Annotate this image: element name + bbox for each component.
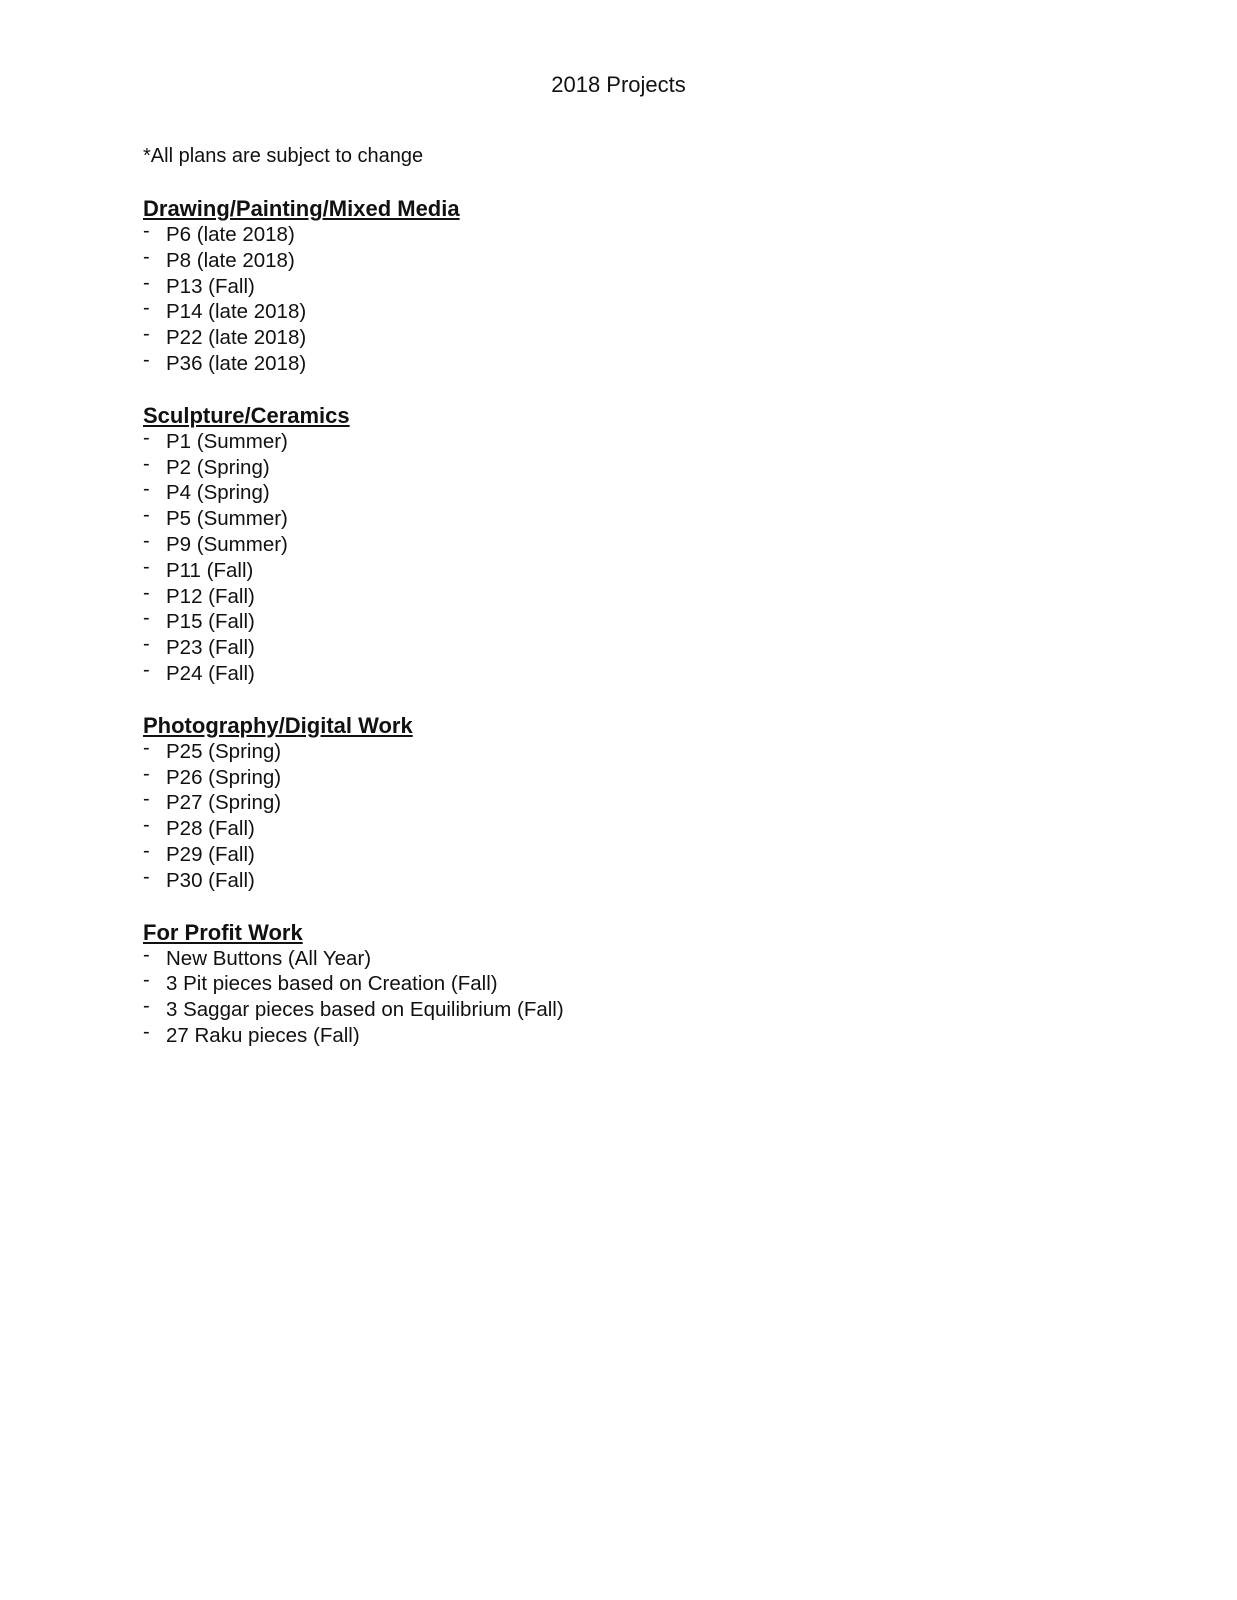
dash-bullet: - — [143, 839, 150, 862]
list-item-text: P26 (Spring) — [166, 765, 282, 789]
dash-bullet: - — [143, 995, 150, 1018]
list-item — [143, 865, 1043, 894]
list-item — [143, 480, 1043, 506]
list-item — [143, 658, 1043, 687]
list-item-text: P12 (Fall) — [166, 584, 255, 608]
list-item-text: P14 (late 2018) — [166, 300, 307, 324]
list-item-text: P6 (late 2018) — [166, 223, 295, 246]
list-item-text: P30 (Fall) — [166, 868, 255, 892]
list-item — [143, 816, 1043, 842]
list-item — [143, 790, 1043, 816]
list-item — [143, 555, 1043, 584]
dash-bullet: - — [143, 323, 150, 346]
list-item-text: P22 (late 2018) — [166, 326, 307, 350]
list-item-text: P9 (Summer) — [166, 532, 288, 556]
list-item — [143, 452, 1043, 481]
dash-bullet: - — [143, 245, 150, 268]
dash-bullet: - — [143, 762, 150, 785]
item-list — [143, 426, 1043, 687]
list-item-text: P23 (Fall) — [166, 636, 255, 660]
dash-bullet: - — [143, 943, 150, 966]
dash-bullet: - — [143, 633, 150, 656]
list-item — [143, 839, 1043, 868]
list-item-text: P15 (Fall) — [166, 610, 255, 634]
list-item — [143, 325, 1043, 351]
list-item-text: P28 (Fall) — [166, 817, 255, 841]
dash-bullet: - — [143, 736, 150, 759]
dash-bullet: - — [143, 297, 150, 320]
document-body — [143, 143, 1043, 1075]
list-item — [143, 271, 1043, 300]
dash-bullet: - — [143, 478, 150, 501]
list-item-text: P11 (Fall) — [166, 558, 254, 582]
list-item — [143, 736, 1043, 765]
list-item-text: P25 (Spring) — [166, 739, 282, 763]
list-item-text: New Buttons (All Year) — [166, 946, 372, 970]
list-item — [143, 943, 1043, 972]
sections-container — [143, 196, 1043, 1049]
dash-bullet: - — [143, 607, 150, 630]
list-item-text: P29 (Fall) — [166, 842, 255, 866]
item-list — [143, 222, 1043, 377]
list-item — [143, 506, 1043, 532]
section — [143, 713, 1043, 894]
section — [143, 196, 1043, 377]
dash-bullet: - — [143, 969, 150, 992]
list-item-text: P8 (late 2018) — [166, 248, 295, 272]
dash-bullet: - — [143, 865, 150, 888]
dash-bullet: - — [143, 271, 150, 294]
dash-bullet: - — [143, 814, 150, 837]
list-item — [143, 299, 1043, 325]
list-item — [143, 762, 1043, 791]
list-item-text: P27 (Spring) — [166, 791, 282, 815]
list-item — [143, 609, 1043, 635]
dash-bullet: - — [143, 1020, 150, 1043]
section-heading: Sculpture/Ceramics — [143, 402, 350, 428]
list-item — [143, 635, 1043, 661]
dash-bullet: - — [143, 504, 150, 527]
dash-bullet: - — [143, 220, 150, 242]
list-item-text: P13 (Fall) — [166, 274, 255, 298]
section-heading: For Profit Work — [143, 919, 303, 945]
list-item-text: 27 Raku pieces (Fall) — [166, 1023, 360, 1047]
dash-bullet: - — [143, 426, 150, 449]
list-item — [143, 1020, 1043, 1049]
item-list — [143, 943, 1043, 1049]
disclaimer-note: *All plans are subject to change — [143, 145, 424, 167]
list-item — [143, 581, 1043, 610]
list-item-text: P1 (Summer) — [166, 429, 288, 453]
item-list — [143, 736, 1043, 894]
list-item — [143, 971, 1043, 997]
section-heading: Drawing/Painting/Mixed Media — [143, 196, 460, 221]
list-item-text: 3 Saggar pieces based on Equilibrium (Fall) — [166, 998, 564, 1022]
dash-bullet: - — [143, 555, 150, 578]
dash-bullet: - — [143, 529, 150, 552]
dash-bullet: - — [143, 452, 150, 475]
section-heading: Photography/Digital Work — [143, 712, 413, 738]
list-item — [143, 529, 1043, 558]
section — [143, 403, 1043, 687]
list-item-text: P36 (late 2018) — [166, 351, 307, 375]
dash-bullet: - — [143, 581, 150, 604]
dash-bullet: - — [143, 658, 150, 681]
list-item — [143, 245, 1043, 274]
list-item-text: P4 (Spring) — [166, 481, 270, 505]
list-item — [143, 997, 1043, 1023]
list-item-text: P5 (Summer) — [166, 507, 288, 531]
list-item — [143, 348, 1043, 377]
list-item-text: P24 (Fall) — [166, 661, 255, 685]
dash-bullet: - — [143, 788, 150, 811]
list-item — [143, 222, 1043, 248]
dash-bullet: - — [143, 348, 150, 371]
page-title: 2018 Projects — [551, 72, 686, 97]
section — [143, 920, 1043, 1049]
list-item-text: P2 (Spring) — [166, 455, 270, 479]
list-item — [143, 426, 1043, 455]
list-item-text: 3 Pit pieces based on Creation (Fall) — [166, 972, 498, 996]
